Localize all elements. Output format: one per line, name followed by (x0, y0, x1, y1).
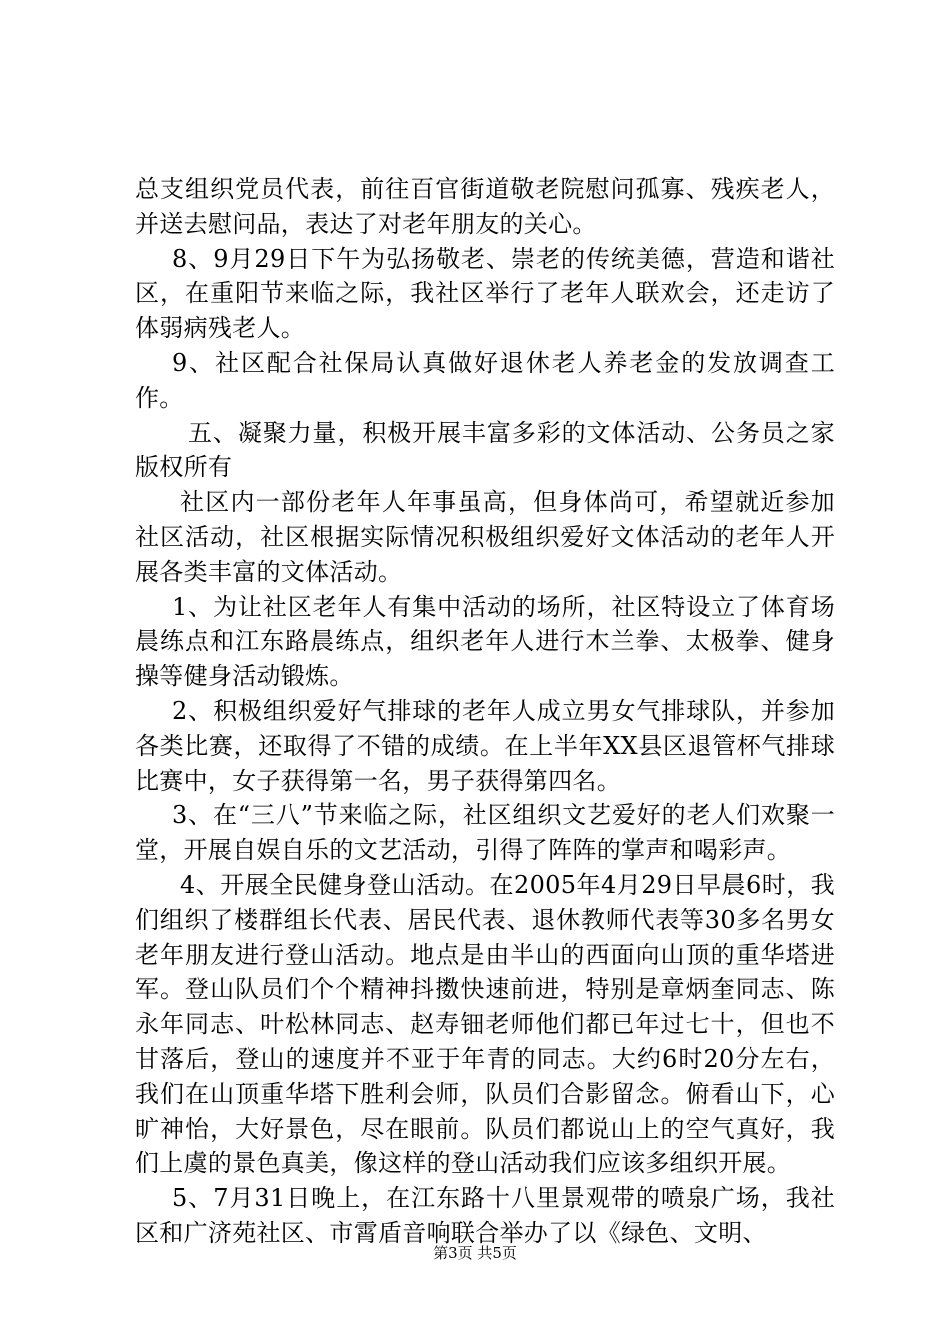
paragraph-item-8: 8、9月29日下午为弘扬敬老、崇老的传统美德，营造和谐社区，在重阳节来临之际，我社区举行了老年人联欢会，还走访了体弱病残老人。 (135, 244, 835, 343)
paragraph-activity-1: 1、为让社区老年人有集中活动的场所，社区特设立了体育场晨练点和江东路晨练点，组织老年人进行木兰拳、太极拳、健身操等健身活动锻炼。 (135, 592, 835, 691)
paragraph-activity-4: 4、开展全民健身登山活动。在2005年4月29日早晨6时，我们组织了楼群组长代表、居民代表、退休教师代表等30多名男女老年朋友进行登山活动。地点是由半山的西面向山顶的重华塔进军。登山队员们个个精神抖擞快速前进，特别是章炳奎同志、陈永年同志、叶松林同志、赵寿钿老师他们都已年过七十，但也不甘落后，登山的速度并不亚于年青的同志。大约6时20分左右，我们在山顶重华塔下胜利会师，队员们合影留念。俯看山下，心旷神怡，大好景色，尽在眼前。队员们都说山上的空气真好，我们上虞的景色真美，像这样的登山活动我们应该多组织开展。 (135, 870, 835, 1178)
paragraph-item-9: 9、社区配合社保局认真做好退休老人养老金的发放调查工作。 (135, 348, 835, 412)
paragraph-activity-3: 3、在“三八”节来临之际，社区组织文艺爱好的老人们欢聚一堂，开展自娱自乐的文艺活动，引得了阵阵的掌声和喝彩声。 (135, 801, 835, 865)
section-heading-five: 五、凝聚力量，积极开展丰富多彩的文体活动、公务员之家版权所有 (135, 418, 835, 482)
paragraph-activity-2: 2、积极组织爱好气排球的老年人成立男女气排球队，并参加各类比赛，还取得了不错的成绩。在上半年XX县区退管杯气排球比赛中，女子获得第一名，男子获得第四名。 (135, 696, 835, 795)
paragraph-section-intro: 社区内一部份老年人年事虽高，但身体尚可，希望就近参加社区活动，社区根据实际情况积极组织爱好文体活动的老年人开展各类丰富的文体活动。 (135, 488, 835, 586)
page-footer: 第3页 共5页 (433, 1244, 517, 1262)
paragraph-continued-visit: 总支组织党员代表，前往百官街道敬老院慰问孤寡、残疾老人，并送去慰问品，表达了对老年朋友的关心。 (135, 175, 835, 238)
document-body (135, 172, 835, 1251)
paragraph-activity-5: 5、7月31日晚上，在江东路十八里景观带的喷泉广场，我社区和广济苑社区、市霄盾音响联合举办了以《绿色、文明、 (135, 1184, 835, 1247)
